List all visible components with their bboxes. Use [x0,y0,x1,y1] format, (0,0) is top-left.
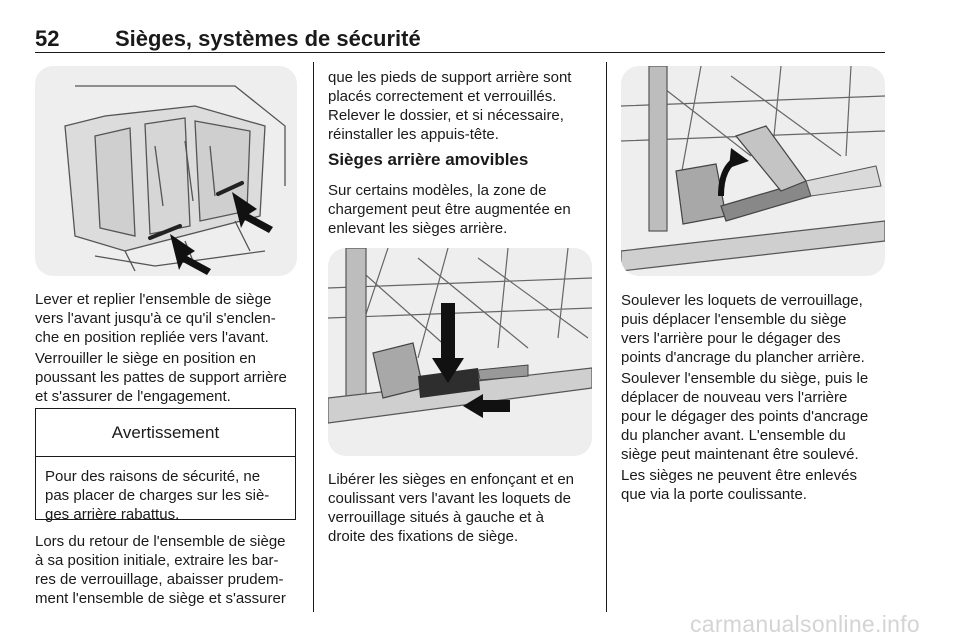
text-line: Les sièges ne peuvent être enlevés [621,467,857,484]
text-line: que les pieds de support arrière sont [328,69,572,86]
latch-press-illustration [328,248,592,456]
text-line: verrouillage situés à gauche et à [328,509,544,526]
text-line: Libérer les sièges en enfonçant et en [328,471,574,488]
text-line: à sa position initiale, extraire les bar- [35,552,279,569]
text-line: coulissant vers l'avant les loquets de [328,490,571,507]
column3-para3 [621,466,889,504]
latch-lift-illustration [621,66,885,276]
column1-para1 [35,290,300,347]
warning-body [36,457,295,524]
text-line: Verrouiller le siège en position en [35,350,256,367]
column-divider [313,62,314,612]
column3-para1 [621,291,889,367]
column-divider [606,62,607,612]
text-line: réinstaller les appuis-tête. [328,126,499,143]
column2-para-continued [328,68,593,144]
text-line: Relever le dossier, et si nécessaire, [328,107,564,124]
chapter-title: Sièges, systèmes de sécurité [115,26,421,51]
column2-para-caption [328,470,596,546]
text-line: Lever et replier l'ensemble de siège [35,291,272,308]
text-line: ges arrière rabattus. [45,506,180,523]
column1-para2 [35,349,303,406]
text-line: déplacer de nouveau vers l'arrière [621,389,848,406]
warning-title: Avertissement [36,409,295,457]
text-line: Soulever l'ensemble du siège, puis le [621,370,869,387]
text-line: siège peut maintenant être soulevé. [621,446,859,463]
text-line: enlevant les sièges arrière. [328,220,508,237]
section-heading: Sièges arrière amovibles [328,150,529,169]
text-line: poussant les pattes de support arrière [35,369,287,386]
text-line: vers l'avant jusqu'à ce qu'il s'enclen- [35,310,276,327]
text-line: puis déplacer l'ensemble du siège [621,311,847,328]
column3-para2 [621,369,889,464]
text-line: que via la porte coulissante. [621,486,807,503]
text-line: du plancher avant. L'ensemble du [621,427,846,444]
column1-para3 [35,532,303,608]
text-line: res de verrouillage, abaisser prudem- [35,571,284,588]
column2-para-intro [328,181,593,238]
page-number: 52 [35,26,60,51]
text-line: Soulever les loquets de verrouillage, [621,292,863,309]
text-line: pour le dégager des points d'ancrage [621,408,869,425]
text-line: points d'ancrage du plancher arrière. [621,349,865,366]
text-line: ment l'ensemble de siège et s'assurer [35,590,286,607]
folded-seat-illustration [35,66,297,276]
text-line: Pour des raisons de sécurité, ne [45,468,261,485]
text-line: droite des fixations de siège. [328,528,519,545]
text-line: vers l'arrière pour le dégager des [621,330,841,347]
warning-box [35,408,296,523]
text-line: pas placer de charges sur les siè- [45,487,270,504]
text-line: chargement peut être augmentée en [328,201,571,218]
text-line: et s'assurer de l'engagement. [35,388,231,405]
text-line: Sur certains modèles, la zone de [328,182,547,199]
page-header [35,22,885,53]
text-line: placés correctement et verrouillés. [328,88,557,105]
watermark: carmanualsonline.info [689,611,920,637]
text-line: Lors du retour de l'ensemble de siège [35,533,286,550]
text-line: che en position repliée vers l'avant. [35,329,269,346]
